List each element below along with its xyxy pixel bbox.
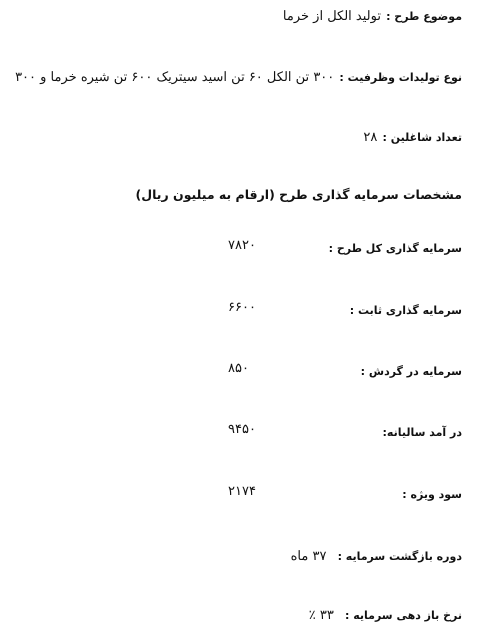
return-rate-line bbox=[309, 606, 462, 622]
payback-value: ۳۷ ماه bbox=[290, 549, 327, 564]
working-capital-label: سرمایه در گردش : bbox=[360, 365, 462, 378]
total-investment-label: سرمایه گذاری کل طرح : bbox=[328, 242, 462, 255]
return-rate-value: ۳۳ ٪ bbox=[308, 608, 334, 623]
total-investment-value: ۷۸۲۰ bbox=[228, 238, 256, 253]
subject-value: تولید الکل از خرما bbox=[282, 9, 381, 24]
subject-line bbox=[283, 7, 462, 23]
payback-label: دوره بازگشت سرمایه : bbox=[337, 550, 462, 563]
employees-label: تعداد شاغلین : bbox=[382, 131, 462, 144]
net-profit-value: ۲۱۷۴ bbox=[228, 484, 256, 499]
annual-income-label: در آمد سالیانه: bbox=[382, 426, 462, 439]
employees-value: ۲۸ bbox=[363, 130, 378, 145]
net-profit-label: سود ویژه : bbox=[402, 488, 462, 501]
annual-income-value: ۹۴۵۰ bbox=[228, 422, 256, 437]
working-capital-value: ۸۵۰ bbox=[228, 361, 249, 376]
payback-line bbox=[291, 547, 462, 563]
fixed-investment-value: ۶۶۰۰ bbox=[228, 300, 256, 315]
products-label: نوع تولیدات وظرفیت : bbox=[339, 71, 462, 84]
investment-heading: مشخصات سرمایه گذاری طرح (ارقام به میلیون ریال) bbox=[135, 187, 462, 202]
employees-line bbox=[363, 128, 462, 144]
products-value: ۳۰۰ تن الکل ۶۰ تن اسید سیتریک ۶۰۰ تن شیره خرما و ۳۰۰ bbox=[15, 70, 335, 85]
return-rate-label: نرخ باز دهی سرمایه : bbox=[344, 609, 462, 622]
products-line bbox=[15, 68, 462, 84]
fixed-investment-label: سرمایه گذاری ثابت : bbox=[349, 304, 462, 317]
subject-label: موضوع طرح : bbox=[386, 10, 462, 23]
